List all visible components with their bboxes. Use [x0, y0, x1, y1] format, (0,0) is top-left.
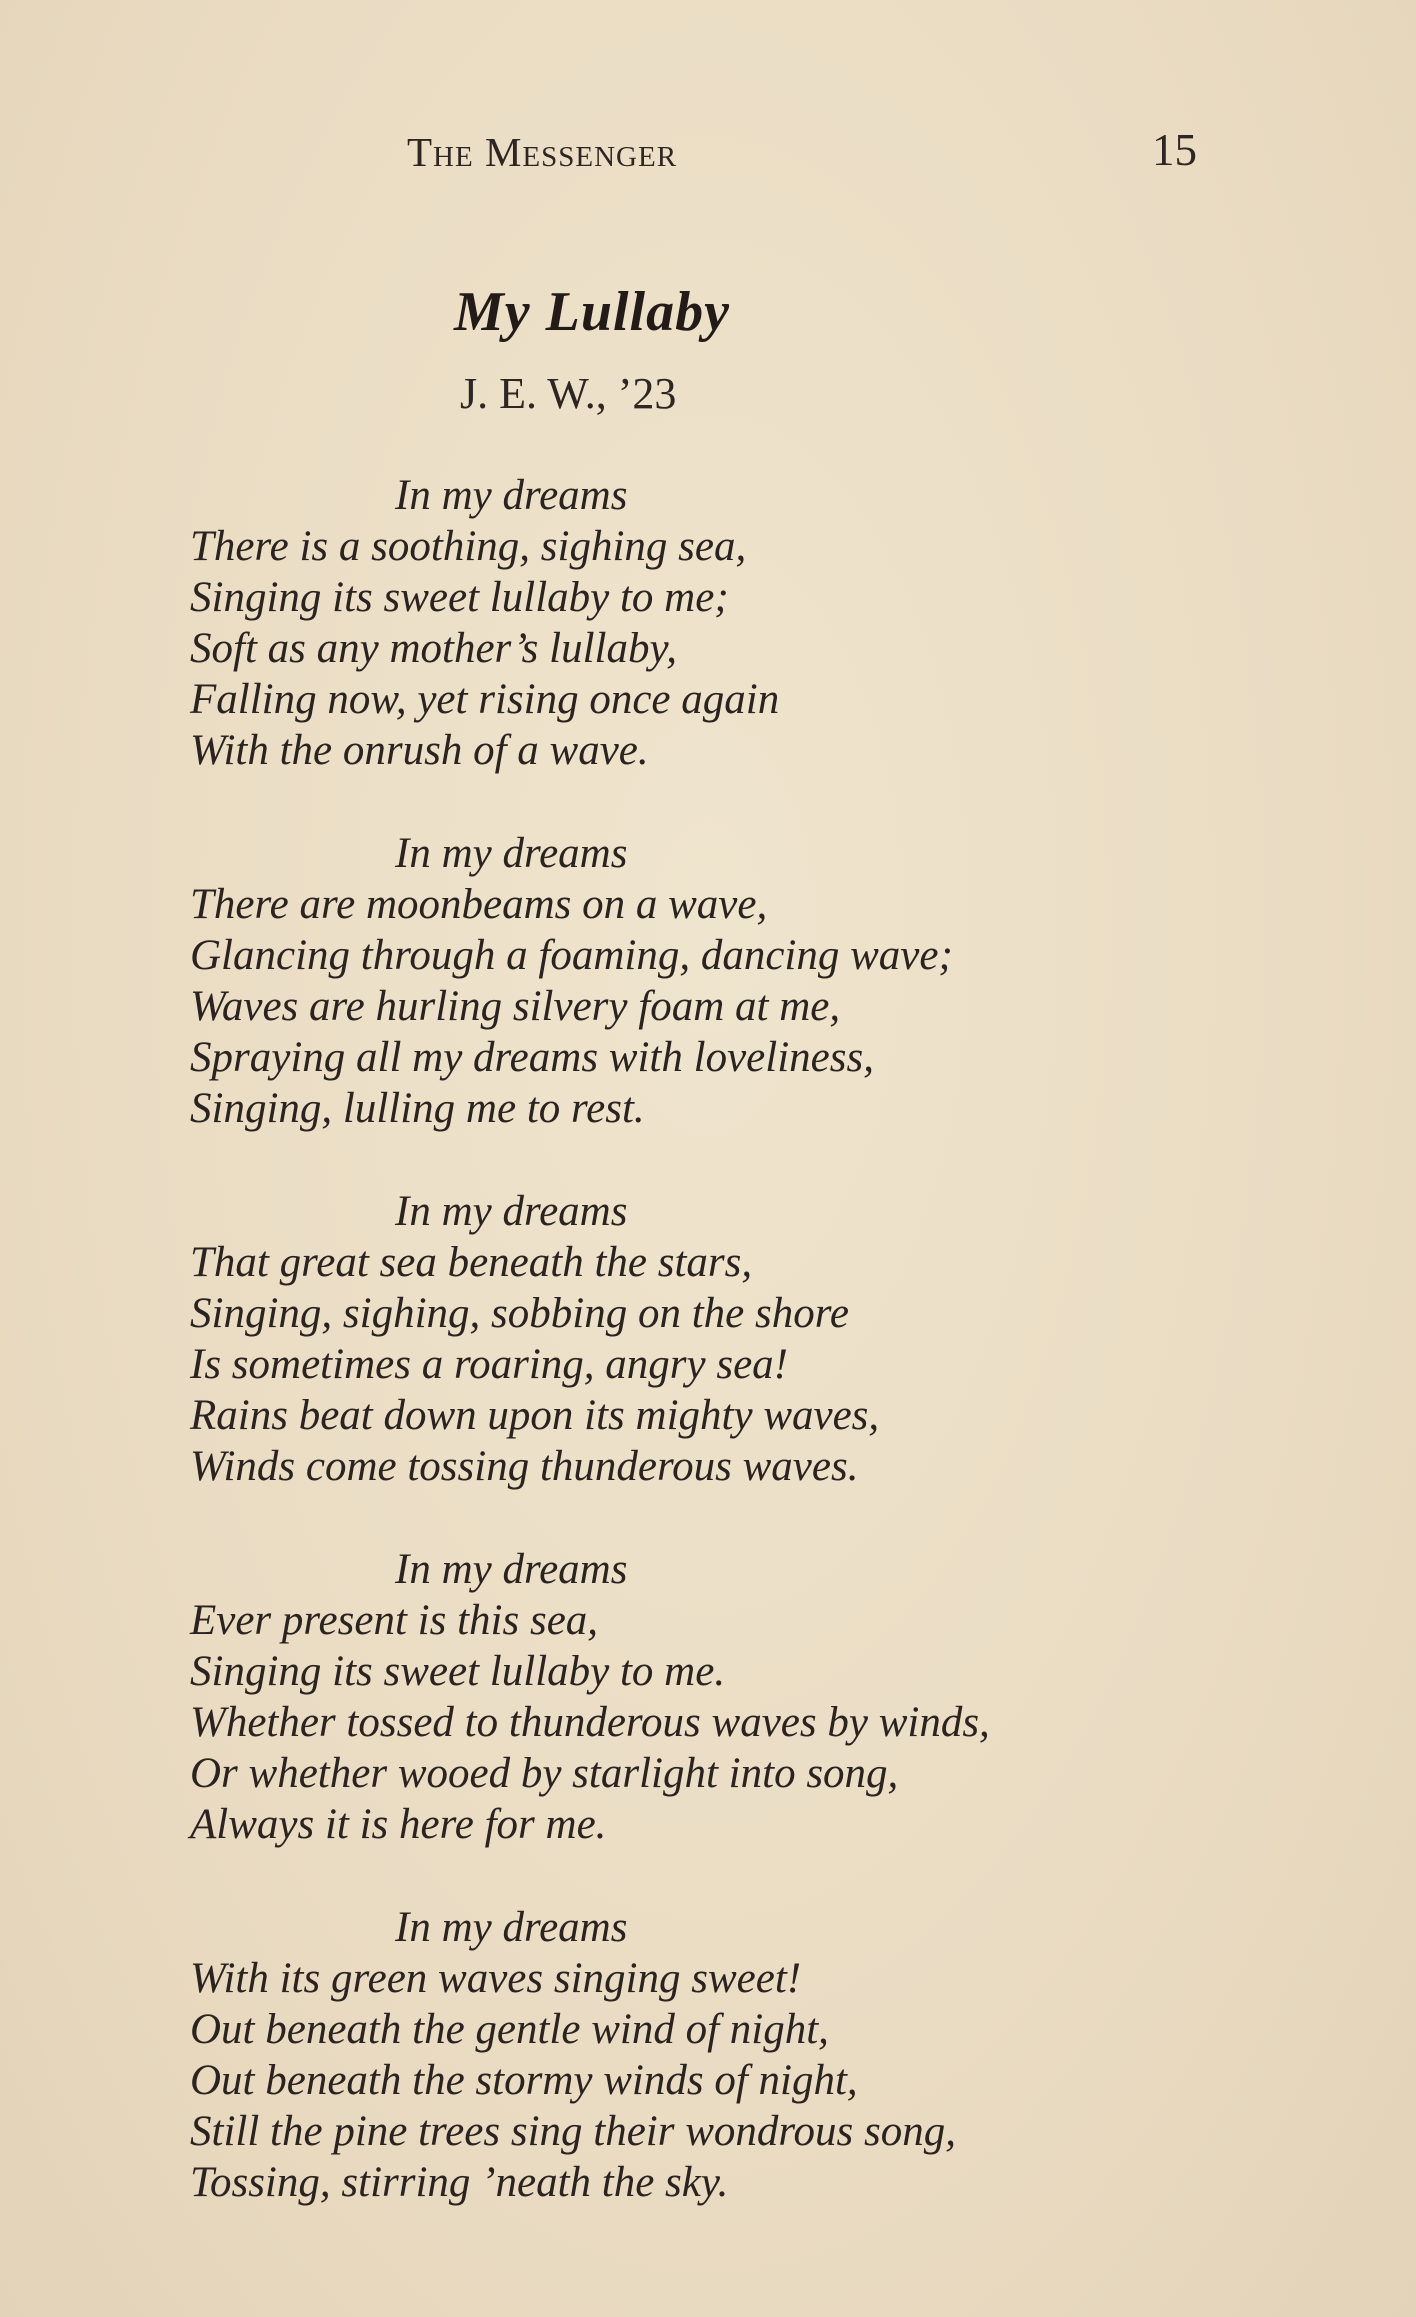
poem-line: There is a soothing, sighing sea,: [190, 523, 747, 570]
poem-line: Rains beat down upon its mighty waves,: [190, 1392, 880, 1439]
stanza-refrain: In my dreams: [395, 1904, 628, 1951]
poem-line: Is sometimes a roaring, angry sea!: [190, 1341, 788, 1388]
poem-line: Singing its sweet lullaby to me.: [190, 1648, 726, 1695]
poem-line: Out beneath the stormy winds of night,: [190, 2057, 858, 2104]
poem-line: With the onrush of a wave.: [190, 727, 649, 774]
stanza: [190, 1902, 1290, 2208]
poem-line: Winds come tossing thunderous waves.: [190, 1443, 859, 1490]
poem-line: There are moonbeams on a wave,: [190, 881, 768, 928]
poem-title: My Lullaby: [454, 281, 730, 343]
poem-line: With its green waves singing sweet!: [190, 1955, 802, 2002]
stanza-refrain: In my dreams: [395, 1546, 628, 1593]
poem-line: Whether tossed to thunderous waves by winds,: [190, 1699, 990, 1746]
stanza: [190, 1544, 1290, 1850]
poem-line: Singing its sweet lullaby to me;: [190, 574, 729, 621]
poem-line: Waves are hurling silvery foam at me,: [190, 983, 841, 1030]
stanza: [190, 1186, 1290, 1492]
running-head: The Messenger: [407, 129, 678, 175]
poem-body: [190, 470, 1290, 2260]
stanza-refrain: In my dreams: [395, 1188, 628, 1235]
poem-line: Always it is here for me.: [190, 1801, 607, 1848]
poem-line: Or whether wooed by starlight into song,: [190, 1750, 899, 1797]
poem-line: Still the pine trees sing their wondrous song,: [190, 2108, 957, 2155]
poem-line: That great sea beneath the stars,: [190, 1239, 753, 1286]
poem-line: Falling now, yet rising once again: [190, 676, 780, 723]
stanza-refrain: In my dreams: [395, 830, 628, 877]
poem-line: Singing, sighing, sobbing on the shore: [190, 1290, 849, 1337]
stanza: [190, 470, 1290, 776]
poem-line: Singing, lulling me to rest.: [190, 1085, 645, 1132]
poem-line: Spraying all my dreams with loveliness,: [190, 1034, 874, 1081]
page-number: 15: [1152, 125, 1197, 175]
poem-line: Glancing through a foaming, dancing wave;: [190, 932, 953, 979]
stanza: [190, 828, 1290, 1134]
poem-line: Out beneath the gentle wind of night,: [190, 2006, 829, 2053]
poem-line: Tossing, stirring ’neath the sky.: [190, 2159, 729, 2206]
poem-line: Ever present is this sea,: [190, 1597, 599, 1644]
stanza-refrain: In my dreams: [395, 472, 628, 519]
poem-line: Soft as any mother’s lullaby,: [190, 625, 677, 672]
poem-author: J. E. W., ’23: [460, 369, 677, 418]
